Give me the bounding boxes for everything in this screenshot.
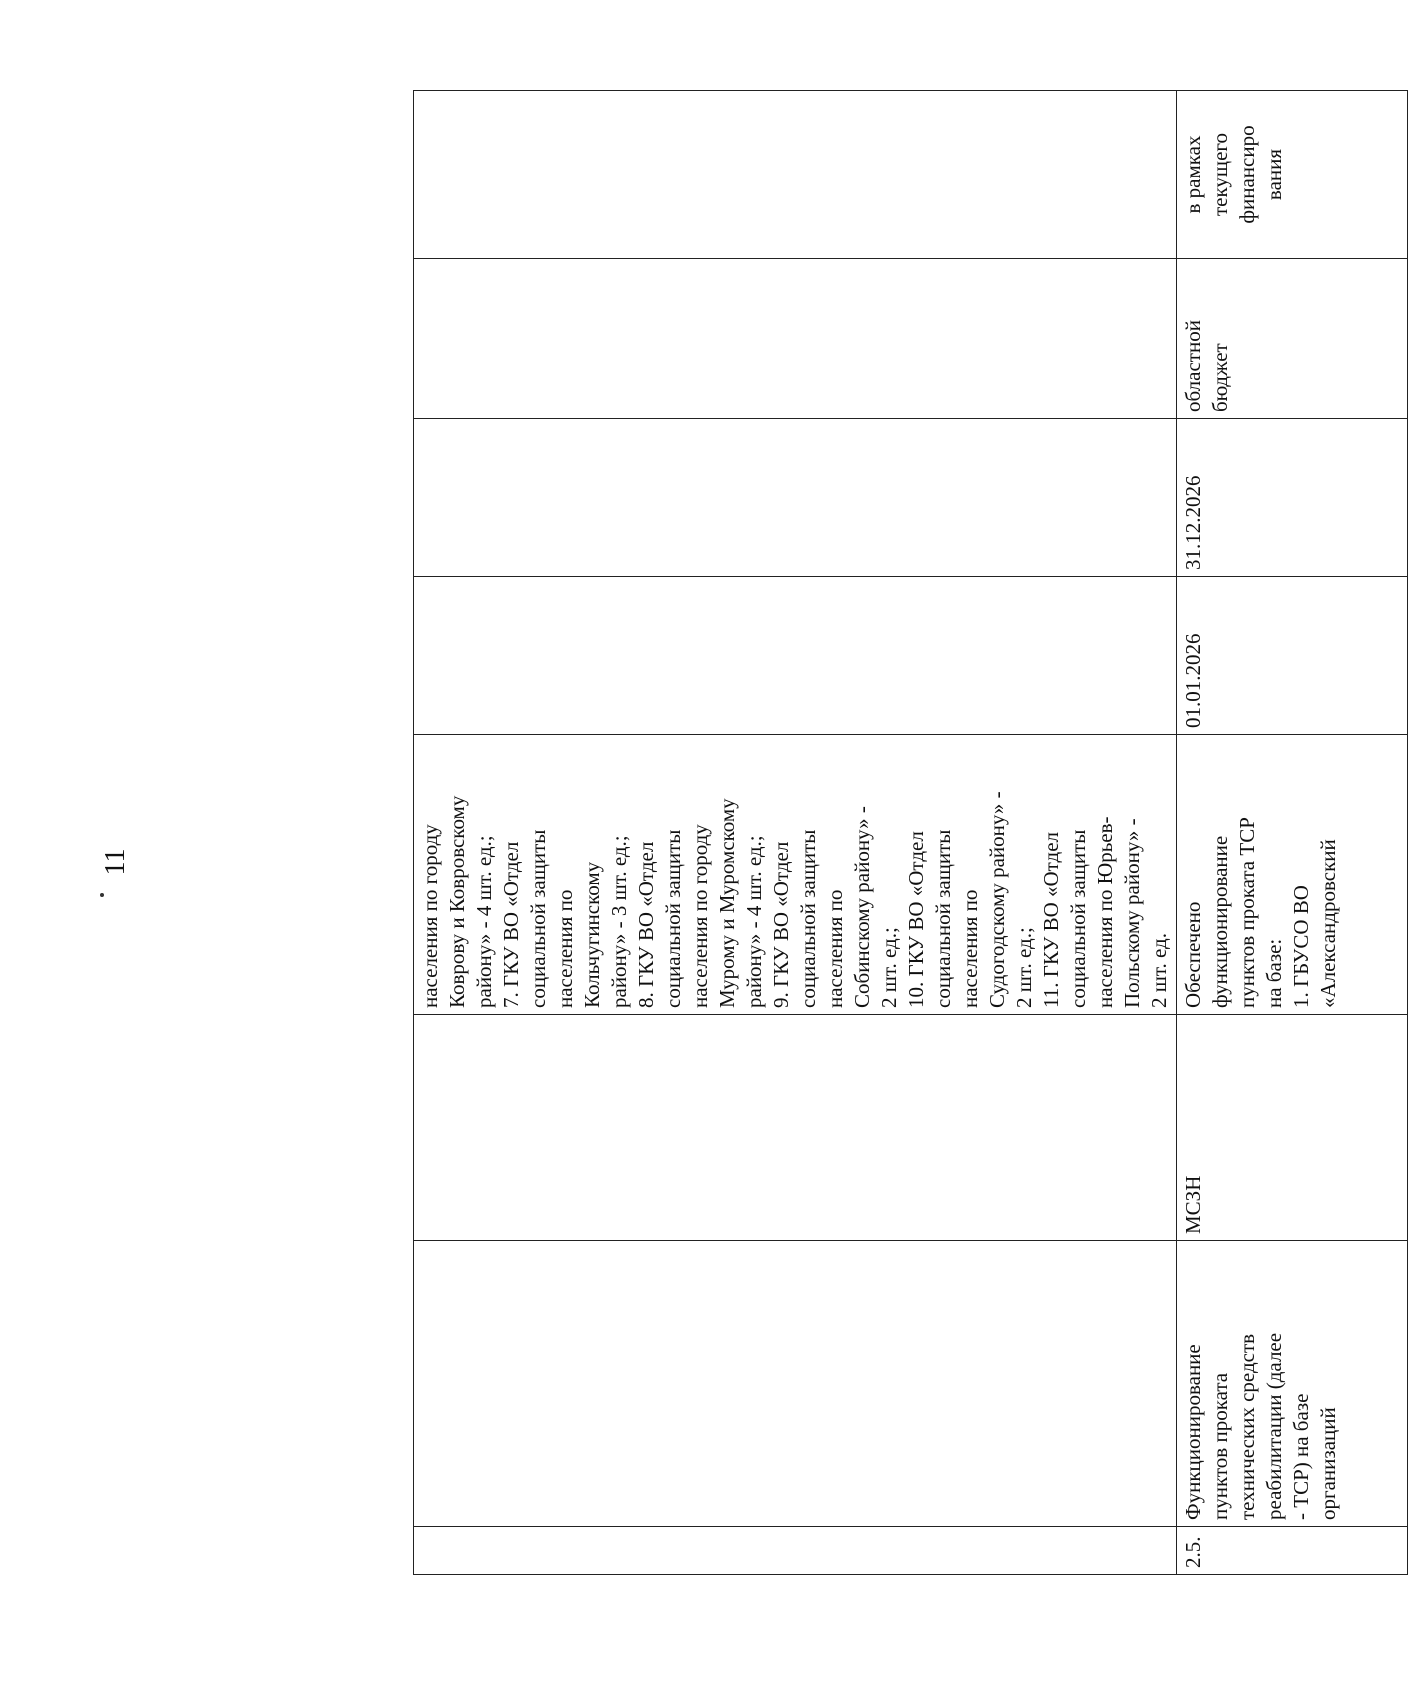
cell-executor: МСЗН: [1177, 1015, 1408, 1241]
table-row: [1177, 91, 1408, 1575]
cell-number: 2.5.: [1177, 1527, 1408, 1575]
cell-result: Обеспечено функционирование пунктов проката ТСР на базе: 1. ГБУСО ВО «Александровский: [1177, 735, 1408, 1015]
scan-dot: [100, 893, 104, 897]
rotated-table-container: [413, 91, 1353, 1575]
cell-start-date: [414, 577, 1177, 735]
cell-funding-amount: [414, 91, 1177, 259]
cell-executor: [414, 1015, 1177, 1241]
cell-funding-amount: в рамках текущего финансиро вания: [1177, 91, 1408, 259]
cell-end-date: 31.12.2026: [1177, 419, 1408, 577]
cell-measure-name: Функционирование пунктов проката технических средств реабилитации (далее - ТСР) на базе организаций: [1177, 1241, 1408, 1527]
cell-funding-source: [414, 259, 1177, 419]
cell-result: населения по городу Коврову и Ковровскому району» - 4 шт. ед.; 7. ГКУ ВО «Отдел социальной защиты населения по Кольчугинскому району» - 3 шт. ед.; 8. ГКУ ВО «Отдел социальной защиты населения по городу Мурому и Муромскому району» - 4 шт. ед.; 9. ГКУ ВО «Отдел социальной защиты населения по Собинскому району» - 2 шт. ед.; 10. ГКУ ВО «Отдел социальной защиты населения по Судогодскому району» - 2 шт. ед.; 11. ГКУ ВО «Отдел социальной защиты населения по Юрьев- Польскому району» - 2 шт. ед.: [414, 735, 1177, 1015]
page-number: 11: [100, 848, 131, 876]
cell-end-date: [414, 419, 1177, 577]
cell-funding-source: областной бюджет: [1177, 259, 1408, 419]
cell-start-date: 01.01.2026: [1177, 577, 1408, 735]
program-measures-table: [413, 90, 1408, 1575]
table-row: [414, 91, 1177, 1575]
cell-measure-name: [414, 1241, 1177, 1527]
cell-number: [414, 1527, 1177, 1575]
